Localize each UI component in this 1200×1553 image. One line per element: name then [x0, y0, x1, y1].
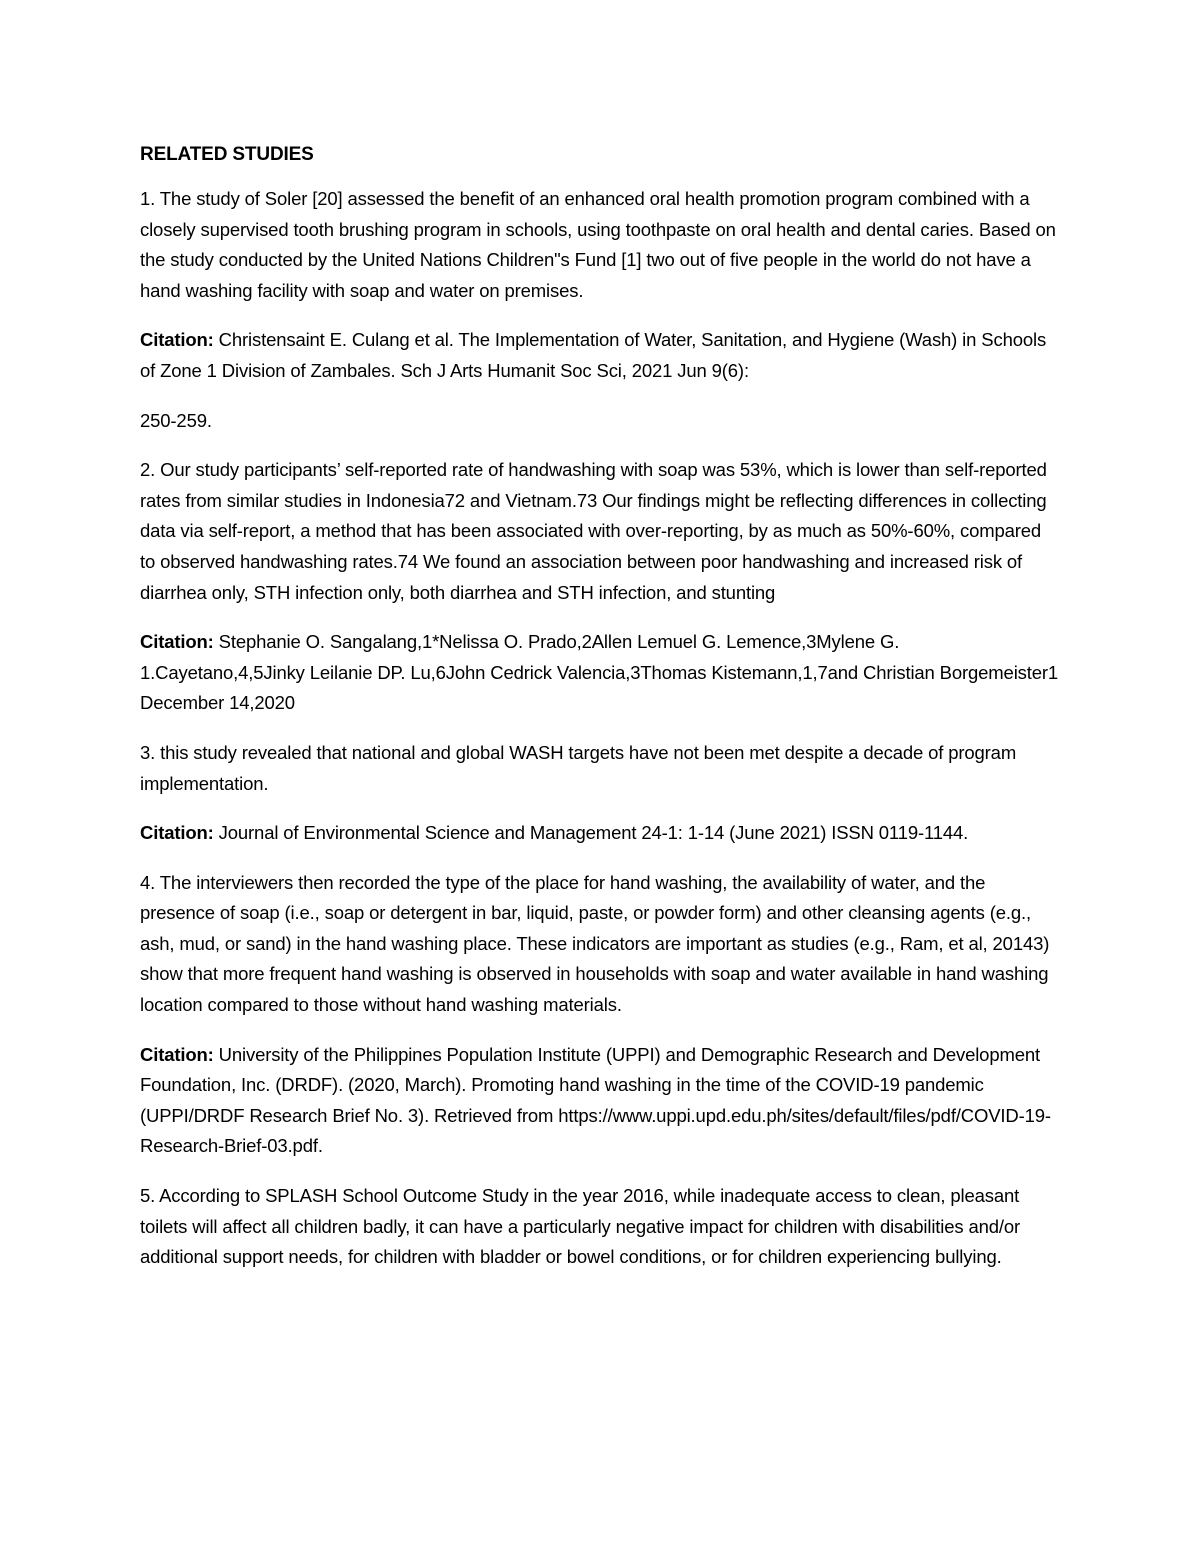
- study-2-paragraph: 2. Our study participants’ self-reported rate of handwashing with soap was 53%, which is lower than self-reported rates from similar studies in Indonesia72 and Vietnam.73 Our findings might be reflecting differences in collecting data via self-report, a method that has been associated with over-reporting, by as much as 50%-60%, compared to observed handwashing rates.74 We found an association between poor handwashing and increased risk of diarrhea only, STH infection only, both diarrhea and STH infection, and stunting: [140, 459, 1047, 603]
- study-3-paragraph: 3. this study revealed that national and global WASH targets have not been met despite a decade of program implementation.: [140, 741, 1017, 794]
- citation-label: Citation:: [140, 329, 214, 351]
- citation-label: Citation:: [140, 631, 214, 653]
- citation-3: [140, 818, 1060, 849]
- study-4-paragraph: 4. The interviewers then recorded the type of the place for hand washing, the availability of water, and the presence of soap (i.e., soap or detergent in bar, liquid, paste, or powder form) and other cleansing agents (e.g., ash, mud, or sand) in the hand washing place. These indicators are important as studies (e.g., Ram, et al, 20143) show that more frequent hand washing is observed in households with soap and water available in hand washing location compared to those without hand washing materials.: [140, 871, 1050, 1016]
- study-5-paragraph: 5. According to SPLASH School Outcome Study in the year 2016, while inadequate access to clean, pleasant toilets will affect all children badly, it can have a particularly negative impact for children with disabilities and/or additional support needs, for children with bladder or bowel conditions, or for children experiencing bullying.: [140, 1185, 1021, 1268]
- study-1-paragraph: 1. The study of Soler [20] assessed the benefit of an enhanced oral health promotion program combined with a closely supervised tooth brushing program in schools, using toothpaste on oral health and dental caries. Based on the study conducted by the United Nations Children"s Fund [1] two out of five people in the world do not have a hand washing facility with soap and water on premises.: [140, 188, 1056, 301]
- citation-text: Journal of Environmental Science and Management 24-1: 1-14 (June 2021) ISSN 0119-1144.: [213, 822, 969, 844]
- citation-label: Citation:: [140, 1043, 214, 1065]
- citation-label: Citation:: [140, 822, 214, 844]
- citation-4: [140, 1040, 1060, 1162]
- citation-text: University of the Philippines Population Institute (UPPI) and Demographic Research and Development Foundation, Inc. (DRDF). (2020, March). Promoting hand washing in the time of the COVID-19 pandemic (UPPI/DRDF Research Brief No. 3). Retrieved from https://www.uppi.upd.edu.ph/sites/default/files/pdf/COVID-19-Research-Brief-03.pdf.: [140, 1043, 1051, 1157]
- citation-1: [140, 325, 1060, 386]
- citation-2: [140, 627, 1060, 719]
- citation-text: Stephanie O. Sangalang,1*Nelissa O. Prado,2Allen Lemuel G. Lemence,3Mylene G. 1.Cayetano,4,5Jinky Leilanie DP. Lu,6John Cedrick Valencia,3Thomas Kistemann,1,7and Christian Borgemeister1 December 14,2020: [140, 631, 1059, 714]
- citation-1-pages: 250-259.: [140, 409, 212, 431]
- document-body: [140, 140, 1060, 1292]
- citation-text: Christensaint E. Culang et al. The Implementation of Water, Sanitation, and Hygiene (Wash) in Schools of Zone 1 Division of Zambales. Sch J Arts Humanit Soc Sci, 2021 Jun 9(6):: [140, 329, 1047, 381]
- page-title: RELATED STUDIES: [140, 144, 314, 165]
